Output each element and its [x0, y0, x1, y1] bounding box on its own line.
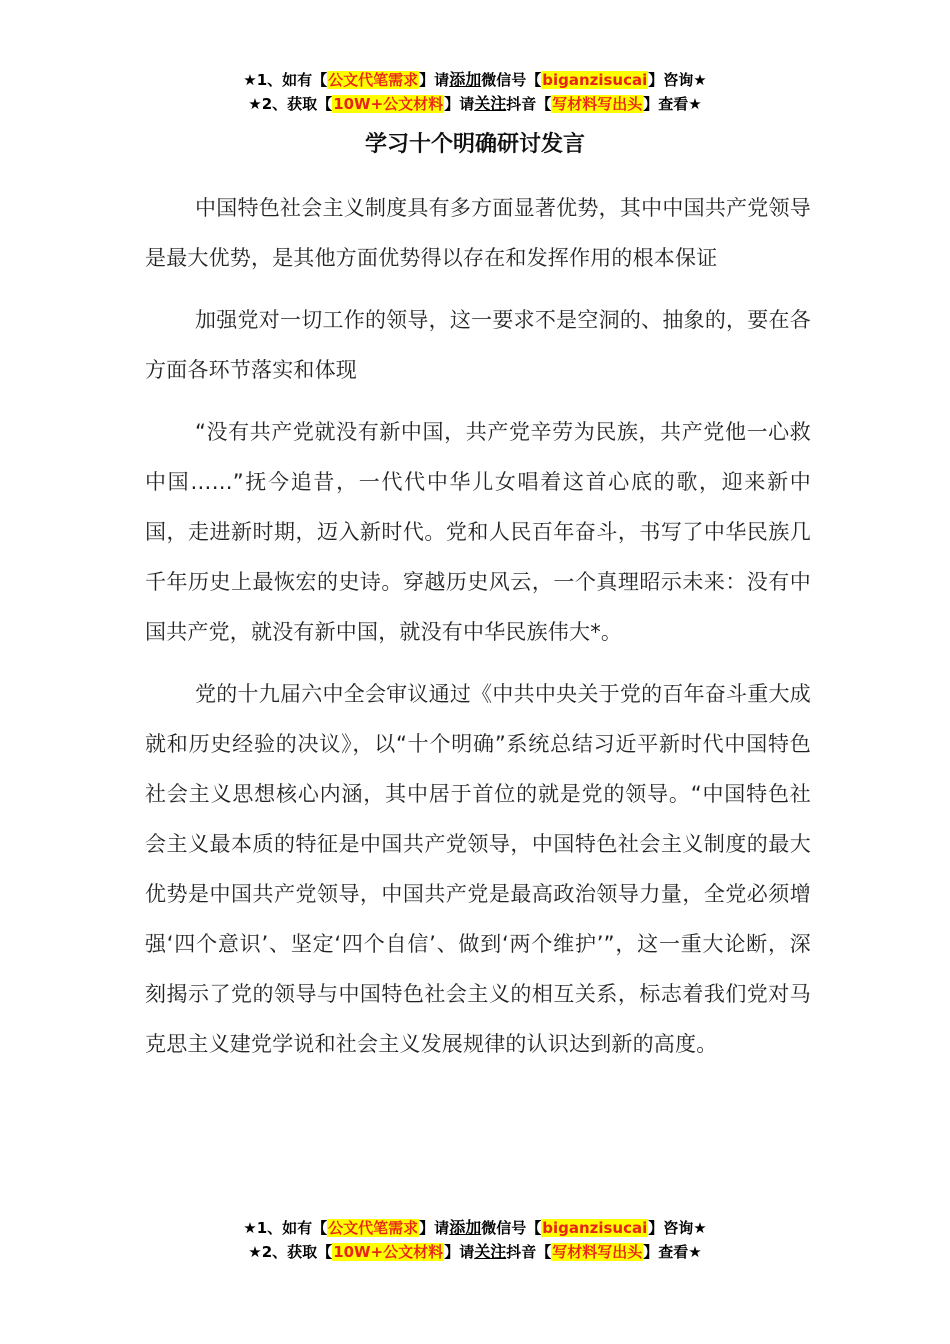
footer-banner: [0, 1216, 950, 1264]
banner-text: 抖音【: [506, 1243, 552, 1261]
banner-text: 】咨询★: [648, 1219, 707, 1237]
banner-emphasis: 关注: [474, 1242, 507, 1261]
banner-line-1: [0, 1216, 950, 1240]
banner-emphasis: 添加: [449, 1218, 482, 1237]
banner-douyin-id: 写材料写出头: [552, 95, 643, 113]
banner-text: ★1、如有【: [243, 71, 328, 89]
banner-text: 微信号【: [481, 71, 542, 89]
banner-emphasis: 添加: [449, 70, 482, 89]
banner-text: 】请: [419, 1219, 450, 1237]
banner-emphasis: 关注: [474, 94, 507, 113]
banner-text: 】查看★: [643, 1243, 702, 1261]
banner-wechat-id: biganzisucai: [542, 71, 648, 89]
banner-text: ★2、获取【: [248, 1243, 333, 1261]
banner-text: 】查看★: [643, 95, 702, 113]
banner-highlight: 10W+公文材料: [333, 95, 444, 113]
document-body: [145, 183, 811, 1081]
banner-douyin-id: 写材料写出头: [552, 1243, 643, 1261]
banner-text: ★1、如有【: [243, 1219, 328, 1237]
banner-text: 】请: [444, 95, 475, 113]
banner-line-1: [0, 68, 950, 92]
banner-text: 微信号【: [481, 1219, 542, 1237]
paragraph: 党的十九届六中全会审议通过《中共中央关于党的百年奋斗重大成就和历史经验的决议》，以“十个明确”系统总结习近平新时代中国特色社会主义思想核心内涵，其中居于首位的就是党的领导。“中国特色社会主义最本质的特征是中国共产党领导，中国特色社会主义制度的最大优势是中国共产党领导，中国共产党是最高政治领导力量，全党必须增强‘四个意识’、坚定‘四个自信’、做到‘两个维护’”，这一重大论断，深刻揭示了党的领导与中国特色社会主义的相互关系，标志着我们党对马克思主义建党学说和社会主义发展规律的认识达到新的高度。: [145, 682, 811, 1056]
banner-text: 】请: [419, 71, 450, 89]
banner-line-2: [0, 1240, 950, 1264]
banner-wechat-id: biganzisucai: [542, 1219, 648, 1237]
paragraph: “没有共产党就没有新中国，共产党辛劳为民族，共产党他一心救中国……”抚今追昔，一代代中华儿女唱着这首心底的歌，迎来新中国，走进新时期，迈入新时代。党和人民百年奋斗，书写了中华民族几千年历史上最恢宏的史诗。穿越历史风云，一个真理昭示未来：没有中国共产党，就没有新中国，就没有中华民族伟大*。: [145, 420, 811, 644]
banner-text: 】请: [444, 1243, 475, 1261]
banner-text: ★2、获取【: [248, 95, 333, 113]
banner-text: 抖音【: [506, 95, 552, 113]
banner-text: 】咨询★: [648, 71, 707, 89]
banner-highlight: 公文代笔需求: [328, 71, 419, 89]
paragraph: 加强党对一切工作的领导，这一要求不是空洞的、抽象的，要在各方面各环节落实和体现: [145, 308, 811, 382]
banner-line-2: [0, 92, 950, 116]
header-banner: [0, 68, 950, 116]
paragraph: 中国特色社会主义制度具有多方面显著优势，其中中国共产党领导是最大优势，是其他方面优势得以存在和发挥作用的根本保证: [145, 196, 811, 270]
banner-highlight: 公文代笔需求: [328, 1219, 419, 1237]
banner-highlight: 10W+公文材料: [333, 1243, 444, 1261]
document-title: 学习十个明确研讨发言: [364, 132, 585, 157]
